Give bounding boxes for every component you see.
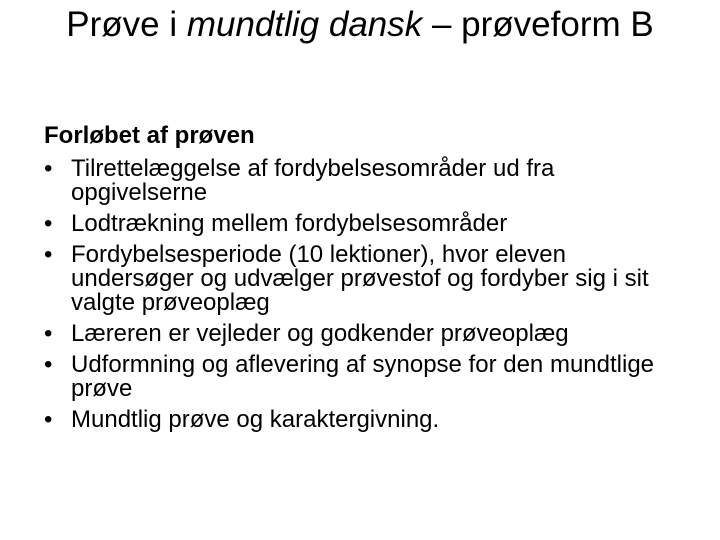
bullet-text: Fordybelsesperiode (10 lektioner), hvor eleven undersøger og udvælger prøvestof og fordyber sig i sit valgte prøveoplæg (71, 241, 649, 316)
bullet-text: Læreren er vejleder og godkender prøveoplæg (71, 320, 569, 347)
bullet-item (44, 353, 684, 401)
bullet-text: Tilrettelæggelse af fordybelsesområder ud fra opgivelserne (71, 155, 555, 206)
bullet-icon: • (44, 155, 53, 182)
bullet-icon: • (44, 351, 53, 378)
bullet-icon: • (44, 406, 53, 433)
bullet-item (44, 322, 684, 346)
title-part-1: Prøve i (66, 5, 187, 44)
title-part-3: – prøveform B (422, 5, 654, 44)
bullet-list (44, 157, 684, 432)
slide-content (44, 122, 684, 439)
bullet-item (44, 408, 684, 432)
bullet-item (44, 157, 684, 205)
bullet-icon: • (44, 320, 53, 347)
title-part-italic: mundtlig dansk (186, 5, 423, 44)
bullet-text: Lodtrækning mellem fordybelsesområder (71, 210, 508, 237)
bullet-icon: • (44, 241, 53, 268)
bullet-item (44, 243, 684, 315)
bullet-icon: • (44, 210, 53, 237)
section-heading: Forløbet af prøven (44, 122, 255, 149)
bullet-item (44, 212, 684, 236)
slide-title (20, 2, 700, 47)
bullet-text: Mundtlig prøve og karaktergivning. (71, 406, 440, 433)
bullet-text: Udformning og aflevering af synopse for den mundtlige prøve (71, 351, 655, 402)
